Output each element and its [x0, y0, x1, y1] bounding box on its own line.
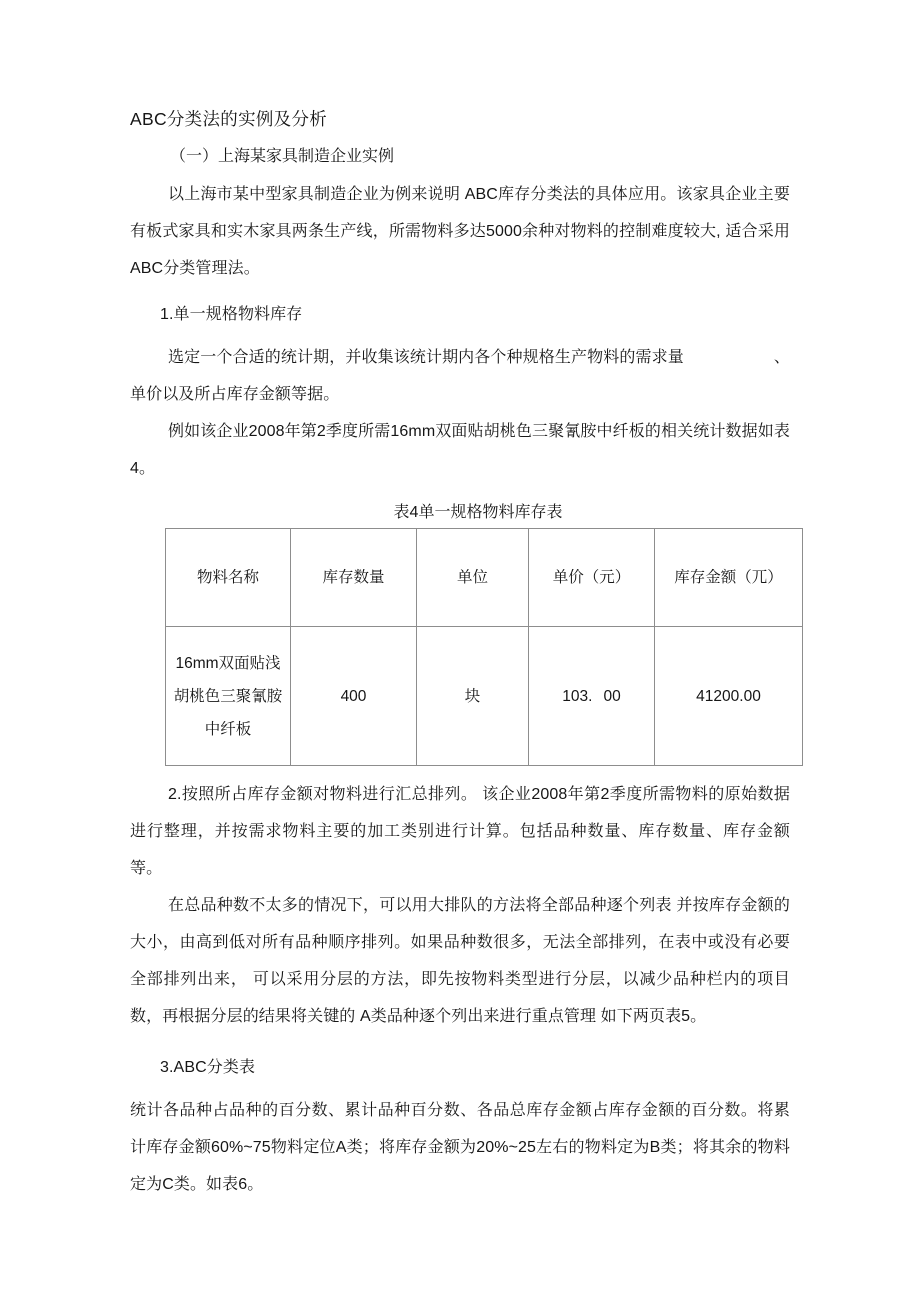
cell-price-decimal: 00 [603, 687, 621, 705]
cell-price [529, 627, 655, 766]
spacer [130, 766, 790, 776]
section-heading-one: （一）上海某家具制造企业实例 [170, 148, 395, 165]
spacer [130, 487, 790, 499]
document-body [130, 104, 790, 1203]
floating-ideographic-comma: 、 [773, 349, 790, 366]
cell-amount: 41200.00 [655, 627, 803, 766]
column-header-material: 物料名称 [166, 529, 291, 627]
paragraph-item1-body-main: 选定一个合适的统计期，并收集该统计期内各个种规格生产物料的需求量 [168, 349, 684, 366]
cell-quantity: 400 [291, 627, 417, 766]
paragraph-item1-body-cont: 单价以及所占库存金额等据。 [130, 386, 340, 403]
cell-material: 16mm双面贴浅胡桃色三聚氰胺中纤板 [166, 627, 291, 766]
column-header-price: 单价（元） [529, 529, 655, 627]
table-single-spec-inventory [165, 528, 803, 766]
spacer [130, 1035, 790, 1049]
subsection-heading-3: 3.ABC分类表 [160, 1059, 256, 1076]
paragraph-intro: 以上海市某中型家具制造企业为例来说明 ABC库存分类法的具体应用。该家具企业主要有板式家具和实木家具两条生产线，所需物料多达5000余种对物料的控制难度较大, 适合采用ABC分类管理法。 [130, 186, 790, 277]
column-header-quantity: 库存数量 [291, 529, 417, 627]
paragraph-item2-body: 2.按照所占库存金额对物料进行汇总排列。 该企业2008年第2季度所需物料的原始数据进行整理，并按需求物料主要的加工类别进行计算。包括品种数量、库存数量、库存金额等。 [130, 786, 790, 877]
table4-caption: 表4单一规格物料库存表 [393, 504, 563, 521]
table-header-row [166, 529, 803, 627]
column-header-amount: 库存金额（兀） [655, 529, 803, 627]
subsection-heading-1: 1.单一规格物料库存 [160, 306, 303, 323]
paragraph-item2-detail: 在总品种数不太多的情况下，可以用大排队的方法将全部品种逐个列表 并按库存金额的大小，由高到低对所有品种顺序排列。如果品种数很多，无法全部排列，在表中或没有必要全部排列出来， 可以采用分层的方法，即先按物料类型进行分层，以减少品种栏内的项目数，再根据分层的结果将关键的 A类品种逐个列出来进行重点管理 如下两页表5。 [130, 897, 790, 1025]
page-title: ABC分类法的实例及分析 [130, 109, 328, 129]
paragraph-item1-body [130, 339, 790, 413]
spacer [130, 287, 790, 296]
paragraph-item3-body: 统计各品种占品种的百分数、累计品种百分数、各品总库存金额占库存金额的百分数。将累计库存金额60%~75物料定位A类；将库存金额为20%~25左右的物料定为B类；将其余的物料定为C类。如表6。 [130, 1102, 790, 1193]
table4-wrapper [165, 528, 783, 766]
cell-price-integer: 103. [562, 687, 593, 705]
cell-unit: 块 [417, 627, 529, 766]
column-header-unit: 单位 [417, 529, 529, 627]
table-row [166, 627, 803, 766]
paragraph-item1-example: 例如该企业2008年第2季度所需16mm双面贴胡桃色三聚氰胺中纤板的相关统计数据如表4。 [130, 423, 790, 477]
